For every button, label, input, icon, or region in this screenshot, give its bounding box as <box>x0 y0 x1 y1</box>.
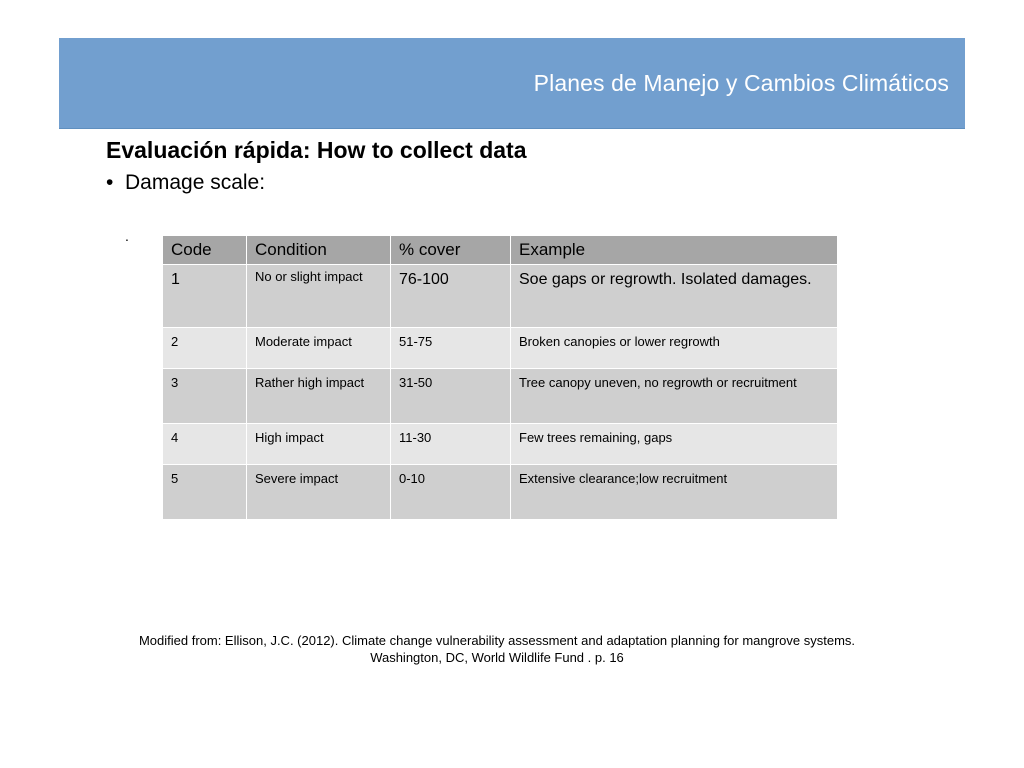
cell-example: Extensive clearance;low recruitment <box>511 465 838 520</box>
table-header-row <box>163 236 838 265</box>
slide-header-band <box>59 38 965 129</box>
table-row <box>163 265 838 328</box>
table-row <box>163 369 838 424</box>
cell-cover: 31-50 <box>391 369 511 424</box>
cell-example: Soe gaps or regrowth. Isolated damages. <box>511 265 838 328</box>
citation-line-2: Washington, DC, World Wildlife Fund . p. 16 <box>370 650 624 665</box>
cell-condition: Severe impact <box>247 465 391 520</box>
cell-code: 3 <box>163 369 247 424</box>
column-header-condition: Condition <box>247 236 391 265</box>
cell-condition: No or slight impact <box>247 265 391 328</box>
cell-condition: Rather high impact <box>247 369 391 424</box>
table-row <box>163 328 838 369</box>
table-row <box>163 465 838 520</box>
cell-code: 5 <box>163 465 247 520</box>
cell-condition: Moderate impact <box>247 328 391 369</box>
table-row <box>163 424 838 465</box>
cell-cover: 76-100 <box>391 265 511 328</box>
column-header-example: Example <box>511 236 838 265</box>
column-header-code: Code <box>163 236 247 265</box>
source-citation <box>0 632 994 666</box>
damage-scale-table <box>162 235 838 520</box>
slide-header-title: Planes de Manejo y Cambios Climáticos <box>533 70 949 96</box>
cell-cover: 11-30 <box>391 424 511 465</box>
cell-cover: 51-75 <box>391 328 511 369</box>
cell-example: Few trees remaining, gaps <box>511 424 838 465</box>
slide-heading: Evaluación rápida: How to collect data <box>106 137 527 163</box>
bullet-text: Damage scale: <box>125 171 266 194</box>
bullet-dot-icon: • <box>106 171 114 194</box>
stray-mark: . <box>125 228 129 244</box>
bullet-item <box>106 171 265 195</box>
cell-condition: High impact <box>247 424 391 465</box>
cell-code: 1 <box>163 265 247 328</box>
column-header-cover: % cover <box>391 236 511 265</box>
cell-example: Broken canopies or lower regrowth <box>511 328 838 369</box>
cell-cover: 0-10 <box>391 465 511 520</box>
cell-code: 2 <box>163 328 247 369</box>
citation-line-1: Modified from: Ellison, J.C. (2012). Climate change vulnerability assessment and adaptation planning for mangrove systems. <box>138 633 856 648</box>
cell-code: 4 <box>163 424 247 465</box>
cell-example: Tree canopy uneven, no regrowth or recruitment <box>511 369 838 424</box>
